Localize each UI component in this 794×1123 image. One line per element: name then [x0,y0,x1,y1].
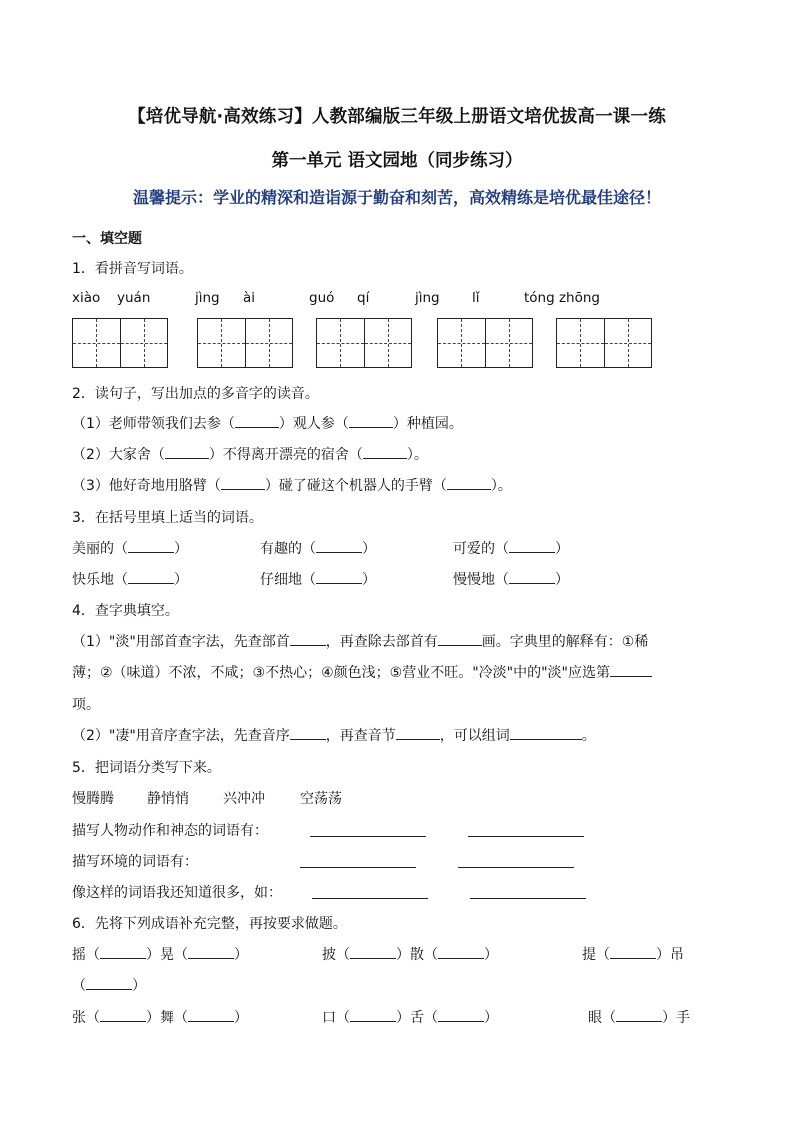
answer-blank[interactable] [188,1009,234,1022]
answer-blank[interactable] [316,571,362,584]
answer-blank[interactable] [396,727,440,740]
page-subtitle: 第一单元 语文园地（同步练习） [271,151,523,171]
pinyin: lǐ [472,290,480,306]
idiom-item: 披（ ）散（ ） [322,947,498,963]
question-6-stem: 6．先将下列成语补充完整，再按要求做题。 [72,916,347,932]
answer-blank[interactable] [165,446,209,459]
pinyin: jìng [415,290,440,306]
answer-blank[interactable] [316,540,362,553]
idiom-item: 眼（ ）手 [588,1010,690,1026]
pinyin: ài [243,290,256,306]
question-2-line: （2）大家舍（ ）不得离开漂亮的宿舍（ ）。 [72,447,428,463]
answer-blank[interactable] [610,946,656,959]
answer-blank[interactable] [610,664,652,677]
answer-blank[interactable] [363,446,407,459]
answer-blank[interactable] [616,1009,662,1022]
question-1-stem: 1．看拼音写词语。 [72,261,193,277]
answer-blank[interactable] [438,1009,484,1022]
category-label: 像这样的词语我还知道很多，如： [72,885,282,901]
tip-text: 温馨提示：学业的精深和造诣源于勤奋和刻苦，高效精练是培优最佳途径！ [132,188,661,207]
question-5-stem: 5．把词语分类写下来。 [72,760,221,776]
fill-item: 慢慢地（ ） [453,572,569,588]
answer-blank[interactable] [100,1009,146,1022]
question-4-line: 薄；②（味道）不浓，不咸；③不热心；④颜色浅；⑤营业不旺。"冷淡"中的"淡"应选第 [72,662,652,682]
word-item: 静悄悄 [147,791,189,807]
pinyin: yuán [117,290,151,306]
question-4-line: 项。 [72,697,100,713]
answer-blank[interactable] [438,946,484,959]
fill-item: 可爱的（ ） [453,541,569,557]
answer-blank[interactable] [221,477,265,490]
answer-blank[interactable] [235,415,279,428]
word-item: 慢腾腾 [72,791,114,807]
question-4-stem: 4．查字典填空。 [72,603,179,619]
answer-line[interactable] [312,898,428,899]
answer-blank[interactable] [447,477,491,490]
category-label: 描写人物动作和神态的词语有： [72,823,268,839]
fill-item: 美丽的（ ） [72,541,188,557]
answer-blank[interactable] [509,571,555,584]
fill-item: 有趣的（ ） [260,541,376,557]
pinyin: tóng zhōng [524,290,600,306]
fill-item: 仔细地（ ） [260,572,376,588]
answer-line[interactable] [458,867,574,868]
category-label: 描写环境的词语有： [72,854,198,870]
section-heading: 一、填空题 [72,231,142,247]
answer-blank[interactable] [290,727,326,740]
writing-grid[interactable] [316,318,412,368]
answer-line[interactable] [468,836,584,837]
answer-blank[interactable] [349,415,393,428]
answer-line[interactable] [470,898,586,899]
answer-blank[interactable] [188,946,234,959]
answer-blank[interactable] [86,977,132,990]
writing-grid[interactable] [72,318,168,368]
question-3-stem: 3．在括号里填上适当的词语。 [72,510,263,526]
idiom-item: 口（ ）舌（ ） [322,1010,498,1026]
idiom-item: 张（ ）舞（ ） [72,1010,248,1026]
question-4-line: （1）"淡"用部首查字法，先查部首 ，再查除去部首有 画。字典里的解释有：①稀 [72,634,649,650]
idiom-item: （ ） [72,978,146,994]
answer-blank[interactable] [128,571,174,584]
question-4-line: （2）"凄"用音序查字法，先查音序 ，再查音节 ，可以组词 。 [72,728,596,744]
answer-line[interactable] [300,867,416,868]
writing-grid[interactable] [197,318,293,368]
pinyin: jìng [195,290,220,306]
question-2-line: （1）老师带领我们去参（ ）观人参（ ）种植园。 [72,416,463,432]
question-2-line: （3）他好奇地用胳臂（ ）碰了碰这个机器人的手臂（ ）。 [72,478,512,494]
idiom-item: 摇（ ）晃（ ） [72,947,248,963]
word-item: 空荡荡 [300,791,342,807]
word-item: 兴冲冲 [223,791,265,807]
pinyin: qí [357,290,370,306]
answer-blank[interactable] [510,727,582,740]
answer-blank[interactable] [128,540,174,553]
pinyin: guó [309,290,335,306]
page-title: 【培优导航·高效练习】人教部编版三年级上册语文培优拔高一课一练 [128,107,666,127]
writing-grid[interactable] [437,318,533,368]
answer-blank[interactable] [350,1009,396,1022]
fill-item: 快乐地（ ） [72,572,188,588]
question-2-stem: 2．读句子，写出加点的多音字的读音。 [72,386,319,402]
answer-blank[interactable] [100,946,146,959]
answer-blank[interactable] [290,633,326,646]
writing-grid[interactable] [556,318,652,368]
answer-line[interactable] [310,836,426,837]
idiom-item: 提（ ）吊 [582,947,684,963]
answer-blank[interactable] [509,540,555,553]
pinyin: xiào [72,290,101,306]
answer-blank[interactable] [438,633,482,646]
answer-blank[interactable] [350,946,396,959]
